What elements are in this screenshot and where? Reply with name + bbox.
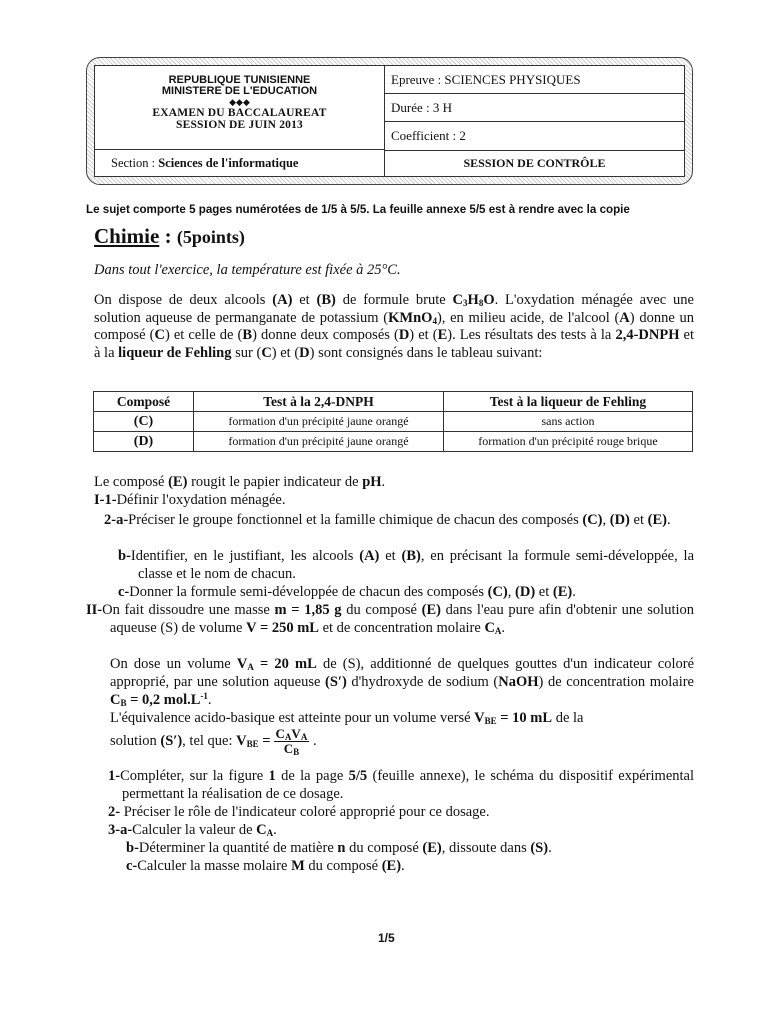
question-2: 2- Préciser le rôle de l'indicateur coloré approprié pour ce dosage. bbox=[108, 804, 490, 820]
question-i2b: b-Identifier, en le justifiant, les alcools (A) et (B), en précisant la formule semi-développée, la classe et le nom de chacun. bbox=[118, 548, 695, 582]
table-header-cell: Composé bbox=[94, 392, 194, 412]
question-3c: c-Calculer la masse molaire M du composé (E). bbox=[126, 858, 405, 874]
table-cell: formation d'un précipité jaune orangé bbox=[194, 432, 444, 452]
page-info: Le sujet comporte 5 pages numérotées de 1/5 à 5/5. La feuille annexe 5/5 est à rendre avec la copie bbox=[86, 203, 630, 216]
results-table bbox=[93, 391, 693, 452]
exam-label: EXAMEN DU BACCALAUREAT bbox=[152, 107, 327, 119]
section-label: Section : bbox=[111, 156, 159, 170]
section-value: Sciences de l'informatique bbox=[158, 156, 299, 170]
question-i2a: 2-a-Préciser le groupe fonctionnel et la famille chimique de chacun des composés (C), (D) et (E). bbox=[104, 512, 671, 528]
table-row bbox=[94, 412, 693, 432]
table-cell: (C) bbox=[94, 412, 194, 432]
e-statement: Le composé (E) rougit le papier indicateur de pH. bbox=[94, 474, 386, 490]
exam-header bbox=[86, 57, 693, 185]
session-date-label: SESSION DE JUIN 2013 bbox=[175, 119, 304, 131]
section-cell bbox=[95, 150, 385, 176]
question-ii-equivalence-formula: solution (S′), tel que: $V_{BE}$ = $\frac{C_AV_A}{C_B}$ . bbox=[110, 726, 317, 757]
table-row bbox=[94, 432, 693, 452]
republic-label: REPUBLIQUE TUNISIENNE bbox=[168, 74, 311, 86]
intro-note: Dans tout l'exercice, la température est fixée à 25°C. bbox=[94, 262, 401, 278]
fraction-denominator: $C_B$ bbox=[283, 741, 300, 757]
subject-title: Chimie bbox=[94, 224, 160, 248]
header-institution bbox=[95, 66, 385, 150]
section-title bbox=[94, 224, 245, 249]
table-cell: formation d'un précipité rouge brique bbox=[443, 432, 692, 452]
question-1: 1-Compléter, sur la figure 1 de la page 5/5 (feuille annexe), le schéma du dispositif expérimental permettant la réalisation de ce dosage. bbox=[108, 768, 694, 802]
intro-paragraph: On dispose de deux alcools (A) et (B) de formule brute $C_3H_8O$. L'oxydation ménagée avec une solution aqueuse de permanganate de potassium (KMnO$_4$), en milieu acide, de l'alcool (A) donne un composé (C) et celle de (B) donne deux composés (D) et (E). Les résultats des tests à la 2,4-DNPH et à la liqueur de Fehling sur (C) et (D) sont consignés dans le tableau suivant: bbox=[94, 292, 695, 361]
question-ii-dosage: On dose un volume $V_A = 20$ mL de (S), additionné de quelques gouttes d'un indicateur coloré approprié, par une solution aqueuse (S′) d'hydroxyde de sodium (NaOH) de concentration molaire $C_B = 0,2$ $mol.L^{-1}$. bbox=[110, 656, 695, 708]
question-i1: I-1-Définir l'oxydation ménagée. bbox=[94, 492, 286, 508]
question-i2c: c-Donner la formule semi-développée de chacun des composés (C), (D) et (E). bbox=[118, 584, 576, 600]
page-number: 1/5 bbox=[378, 931, 395, 945]
table-cell: sans action bbox=[443, 412, 692, 432]
question-ii-equivalence: L'équivalence acido-basique est atteinte pour un volume versé $V_{BE} = 10$ mL de la bbox=[110, 710, 584, 726]
table-header-row bbox=[94, 392, 693, 412]
header-exam-info bbox=[385, 66, 684, 151]
epreuve-label: Epreuve : SCIENCES PHYSIQUES bbox=[385, 66, 684, 94]
question-ii-intro: II-On fait dissoudre une masse m = 1,85 g du composé (E) dans l'eau pure afin d'obtenir une solution aqueuse (S) de volume V = 250 mL et de concentration molaire $C_A$. bbox=[86, 602, 695, 636]
coefficient-label: Coefficient : 2 bbox=[391, 128, 466, 143]
question-3b: b-Déterminer la quantité de matière n du composé (E), dissoute dans (S). bbox=[126, 840, 552, 856]
exam-header-inner bbox=[94, 65, 685, 177]
table-header-cell: Test à la liqueur de Fehling bbox=[443, 392, 692, 412]
duree-label: Durée : 3 H bbox=[385, 94, 684, 122]
table-cell: (D) bbox=[94, 432, 194, 452]
fraction-numerator: $C_AV_A$ bbox=[275, 726, 308, 742]
table-cell: formation d'un précipité jaune orangé bbox=[194, 412, 444, 432]
ornament-icon: ◆◆◆ bbox=[229, 97, 250, 107]
ministry-label: MINISTERE DE L'EDUCATION bbox=[161, 85, 318, 97]
title-separator: : bbox=[159, 224, 177, 248]
points-label: (5points) bbox=[176, 227, 245, 247]
table-header-cell: Test à la 2,4-DNPH bbox=[194, 392, 444, 412]
session-type-label: SESSION DE CONTRÔLE bbox=[463, 156, 606, 170]
equivalence-fraction bbox=[274, 727, 310, 756]
equivalence-text: solution (S′), tel que: $V_{BE}$ = bbox=[110, 732, 271, 749]
question-3a: 3-a-Calculer la valeur de $C_A$. bbox=[108, 822, 277, 838]
